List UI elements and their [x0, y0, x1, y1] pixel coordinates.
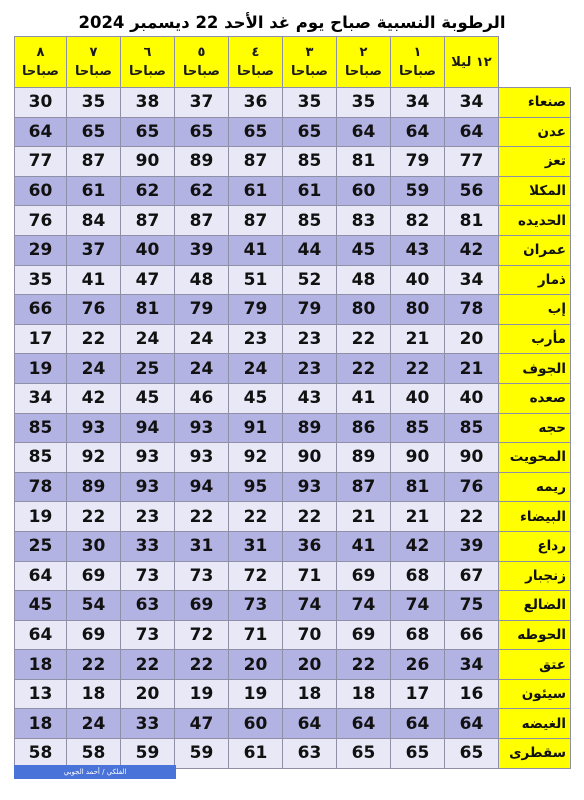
humidity-value: 90 [121, 147, 175, 177]
humidity-value: 34 [445, 88, 499, 118]
humidity-value: 36 [283, 531, 337, 561]
humidity-value: 37 [67, 235, 121, 265]
humidity-value: 17 [391, 679, 445, 709]
humidity-value: 60 [15, 176, 67, 206]
humidity-value: 94 [121, 413, 175, 443]
humidity-value: 19 [229, 679, 283, 709]
table-row [15, 206, 571, 236]
humidity-value: 33 [121, 531, 175, 561]
humidity-value: 74 [391, 591, 445, 621]
table-row [15, 472, 571, 502]
humidity-value: 68 [391, 561, 445, 591]
humidity-value: 18 [283, 679, 337, 709]
city-name: مأرب [499, 324, 571, 354]
humidity-value: 61 [67, 176, 121, 206]
humidity-value: 73 [121, 561, 175, 591]
humidity-value: 42 [67, 383, 121, 413]
humidity-value: 45 [229, 383, 283, 413]
humidity-value: 63 [283, 739, 337, 769]
column-hour: ٧ [89, 45, 98, 60]
humidity-value: 41 [67, 265, 121, 295]
humidity-value: 59 [175, 739, 229, 769]
humidity-value: 47 [121, 265, 175, 295]
humidity-value: 33 [121, 709, 175, 739]
column-header-3 [283, 37, 337, 88]
column-hour: ٨ [36, 45, 45, 60]
humidity-value: 35 [283, 88, 337, 118]
humidity-value: 31 [229, 531, 283, 561]
humidity-value: 78 [15, 472, 67, 502]
humidity-value: 22 [337, 650, 391, 680]
humidity-value: 40 [391, 383, 445, 413]
table-row [15, 620, 571, 650]
city-name: زنجبار [499, 561, 571, 591]
humidity-value: 62 [175, 176, 229, 206]
humidity-value: 21 [337, 502, 391, 532]
humidity-value: 20 [121, 679, 175, 709]
city-name: صعده [499, 383, 571, 413]
humidity-value: 58 [67, 739, 121, 769]
column-hour: ١٢ ليلا [451, 54, 492, 70]
humidity-value: 73 [175, 561, 229, 591]
humidity-value: 51 [229, 265, 283, 295]
humidity-value: 41 [229, 235, 283, 265]
city-name: الحوطه [499, 620, 571, 650]
humidity-value: 65 [175, 117, 229, 147]
table-row [15, 591, 571, 621]
column-header-4 [229, 37, 283, 88]
humidity-value: 61 [283, 176, 337, 206]
humidity-value: 79 [175, 295, 229, 325]
humidity-value: 85 [15, 413, 67, 443]
humidity-value: 85 [283, 206, 337, 236]
humidity-value: 69 [175, 591, 229, 621]
humidity-value: 19 [15, 502, 67, 532]
column-period: صباحا [344, 64, 382, 79]
table-row [15, 117, 571, 147]
humidity-value: 65 [337, 739, 391, 769]
humidity-value: 22 [391, 354, 445, 384]
table-row [15, 739, 571, 769]
column-period: صباحا [74, 64, 112, 79]
humidity-value: 18 [67, 679, 121, 709]
city-name: الغيضه [499, 709, 571, 739]
city-name: سيئون [499, 679, 571, 709]
humidity-value: 82 [391, 206, 445, 236]
humidity-value: 68 [391, 620, 445, 650]
humidity-value: 22 [67, 324, 121, 354]
humidity-value: 70 [283, 620, 337, 650]
column-hour: ٤ [251, 45, 260, 60]
humidity-value: 64 [337, 117, 391, 147]
humidity-value: 21 [445, 354, 499, 384]
humidity-value: 65 [445, 739, 499, 769]
humidity-value: 71 [283, 561, 337, 591]
humidity-value: 24 [67, 709, 121, 739]
humidity-value: 77 [445, 147, 499, 177]
city-name: عمران [499, 235, 571, 265]
city-name: الحديده [499, 206, 571, 236]
column-period: صباحا [182, 64, 220, 79]
humidity-value: 29 [15, 235, 67, 265]
humidity-value: 87 [337, 472, 391, 502]
humidity-value: 23 [283, 324, 337, 354]
humidity-value: 25 [15, 531, 67, 561]
humidity-value: 24 [175, 324, 229, 354]
column-header-0 [445, 37, 499, 88]
city-name: عتق [499, 650, 571, 680]
humidity-value: 73 [229, 591, 283, 621]
humidity-value: 76 [445, 472, 499, 502]
humidity-value: 81 [391, 472, 445, 502]
humidity-value: 42 [445, 235, 499, 265]
column-period: صباحا [290, 64, 328, 79]
humidity-value: 89 [67, 472, 121, 502]
table-row [15, 324, 571, 354]
city-name: رداع [499, 531, 571, 561]
table-row [15, 443, 571, 473]
humidity-value: 93 [121, 443, 175, 473]
humidity-value: 37 [175, 88, 229, 118]
humidity-value: 93 [283, 472, 337, 502]
humidity-value: 65 [67, 117, 121, 147]
humidity-value: 90 [445, 443, 499, 473]
humidity-value: 19 [175, 679, 229, 709]
table-row [15, 354, 571, 384]
table-header-row [15, 37, 571, 88]
humidity-value: 34 [391, 88, 445, 118]
humidity-value: 69 [67, 561, 121, 591]
column-period: صباحا [236, 64, 274, 79]
table-row [15, 295, 571, 325]
city-name: سقطرى [499, 739, 571, 769]
humidity-value: 23 [121, 502, 175, 532]
credit-label: الفلكي / أحمد الجوبي [14, 765, 176, 779]
humidity-value: 86 [337, 413, 391, 443]
humidity-value: 64 [337, 709, 391, 739]
column-hour: ٦ [143, 45, 152, 60]
humidity-value: 87 [175, 206, 229, 236]
column-header-8 [15, 37, 67, 88]
humidity-value: 20 [229, 650, 283, 680]
humidity-value: 80 [337, 295, 391, 325]
humidity-value: 56 [445, 176, 499, 206]
humidity-value: 30 [15, 88, 67, 118]
humidity-value: 35 [337, 88, 391, 118]
humidity-value: 65 [229, 117, 283, 147]
humidity-value: 64 [391, 709, 445, 739]
humidity-value: 41 [337, 531, 391, 561]
city-name: تعز [499, 147, 571, 177]
column-period: صباحا [128, 64, 166, 79]
column-hour: ١ [413, 45, 422, 60]
humidity-value: 18 [15, 709, 67, 739]
humidity-value: 74 [337, 591, 391, 621]
table-row [15, 502, 571, 532]
humidity-value: 85 [15, 443, 67, 473]
humidity-value: 59 [391, 176, 445, 206]
humidity-value: 76 [15, 206, 67, 236]
humidity-value: 72 [229, 561, 283, 591]
humidity-value: 79 [391, 147, 445, 177]
humidity-value: 59 [121, 739, 175, 769]
humidity-value: 26 [391, 650, 445, 680]
humidity-value: 64 [391, 117, 445, 147]
humidity-value: 61 [229, 739, 283, 769]
table-row [15, 650, 571, 680]
page-title: الرطوبة النسبية صباح يوم غد الأحد 22 ديسمبر 2024 [78, 13, 506, 32]
humidity-value: 34 [445, 650, 499, 680]
humidity-value: 34 [15, 383, 67, 413]
humidity-value: 46 [175, 383, 229, 413]
humidity-value: 74 [283, 591, 337, 621]
humidity-value: 93 [67, 413, 121, 443]
table-body [15, 88, 571, 769]
humidity-value: 85 [283, 147, 337, 177]
column-header-7 [67, 37, 121, 88]
humidity-value: 76 [67, 295, 121, 325]
humidity-value: 39 [175, 235, 229, 265]
table-row [15, 413, 571, 443]
humidity-value: 78 [445, 295, 499, 325]
humidity-value: 87 [229, 206, 283, 236]
humidity-value: 58 [15, 739, 67, 769]
table-row [15, 679, 571, 709]
humidity-value: 69 [337, 620, 391, 650]
humidity-value: 52 [283, 265, 337, 295]
humidity-value: 31 [175, 531, 229, 561]
table-row [15, 531, 571, 561]
humidity-value: 18 [15, 650, 67, 680]
humidity-value: 64 [15, 620, 67, 650]
column-hour: ٥ [197, 45, 206, 60]
table-row [15, 383, 571, 413]
column-hour: ٢ [359, 45, 368, 60]
city-name: المكلا [499, 176, 571, 206]
humidity-value: 71 [229, 620, 283, 650]
humidity-value: 92 [67, 443, 121, 473]
humidity-value: 22 [445, 502, 499, 532]
humidity-value: 17 [15, 324, 67, 354]
city-name: البيضاء [499, 502, 571, 532]
humidity-value: 42 [391, 531, 445, 561]
humidity-value: 81 [337, 147, 391, 177]
humidity-value: 89 [175, 147, 229, 177]
column-header-1 [391, 37, 445, 88]
humidity-value: 22 [175, 650, 229, 680]
humidity-value: 61 [229, 176, 283, 206]
humidity-value: 39 [445, 531, 499, 561]
humidity-value: 65 [283, 117, 337, 147]
humidity-value: 63 [121, 591, 175, 621]
humidity-value: 23 [283, 354, 337, 384]
humidity-value: 64 [15, 561, 67, 591]
humidity-value: 79 [283, 295, 337, 325]
humidity-value: 24 [175, 354, 229, 384]
humidity-value: 90 [391, 443, 445, 473]
humidity-value: 60 [337, 176, 391, 206]
table-row [15, 176, 571, 206]
humidity-value: 19 [15, 354, 67, 384]
humidity-value: 83 [337, 206, 391, 236]
column-header-6 [121, 37, 175, 88]
humidity-value: 65 [121, 117, 175, 147]
humidity-value: 64 [445, 117, 499, 147]
city-name: الضالع [499, 591, 571, 621]
humidity-table [14, 36, 571, 769]
humidity-value: 35 [67, 88, 121, 118]
humidity-value: 18 [337, 679, 391, 709]
humidity-value: 65 [391, 739, 445, 769]
humidity-value: 47 [175, 709, 229, 739]
humidity-value: 87 [229, 147, 283, 177]
humidity-value: 75 [445, 591, 499, 621]
humidity-value: 48 [175, 265, 229, 295]
humidity-value: 85 [445, 413, 499, 443]
humidity-value: 23 [229, 324, 283, 354]
humidity-value: 43 [283, 383, 337, 413]
humidity-value: 22 [67, 650, 121, 680]
humidity-value: 24 [67, 354, 121, 384]
humidity-value: 64 [15, 117, 67, 147]
humidity-value: 93 [175, 443, 229, 473]
humidity-value: 44 [283, 235, 337, 265]
humidity-value: 66 [445, 620, 499, 650]
humidity-value: 22 [283, 502, 337, 532]
column-period: صباحا [21, 64, 59, 79]
humidity-value: 85 [391, 413, 445, 443]
humidity-value: 21 [391, 502, 445, 532]
humidity-value: 35 [15, 265, 67, 295]
humidity-value: 94 [175, 472, 229, 502]
humidity-value: 81 [121, 295, 175, 325]
humidity-value: 24 [229, 354, 283, 384]
humidity-value: 40 [445, 383, 499, 413]
table-row [15, 709, 571, 739]
humidity-value: 45 [337, 235, 391, 265]
table-row [15, 88, 571, 118]
humidity-value: 92 [229, 443, 283, 473]
column-header-5 [175, 37, 229, 88]
humidity-value: 80 [391, 295, 445, 325]
city-name: عدن [499, 117, 571, 147]
humidity-value: 22 [67, 502, 121, 532]
column-period: صباحا [398, 64, 436, 79]
humidity-value: 45 [121, 383, 175, 413]
humidity-value: 20 [445, 324, 499, 354]
humidity-value: 22 [337, 324, 391, 354]
city-name: إب [499, 295, 571, 325]
city-name: صنعاء [499, 88, 571, 118]
humidity-value: 64 [445, 709, 499, 739]
humidity-value: 90 [283, 443, 337, 473]
city-name: ريمه [499, 472, 571, 502]
humidity-value: 79 [229, 295, 283, 325]
table-row [15, 561, 571, 591]
humidity-value: 69 [67, 620, 121, 650]
humidity-value: 93 [175, 413, 229, 443]
humidity-value: 24 [121, 324, 175, 354]
humidity-value: 62 [121, 176, 175, 206]
humidity-value: 34 [445, 265, 499, 295]
city-name: ذمار [499, 265, 571, 295]
humidity-value: 48 [337, 265, 391, 295]
humidity-value: 40 [391, 265, 445, 295]
humidity-value: 66 [15, 295, 67, 325]
humidity-value: 21 [391, 324, 445, 354]
header-corner [499, 37, 571, 88]
humidity-value: 84 [67, 206, 121, 236]
humidity-value: 38 [121, 88, 175, 118]
humidity-value: 54 [67, 591, 121, 621]
humidity-value: 93 [121, 472, 175, 502]
table-row [15, 147, 571, 177]
humidity-value: 43 [391, 235, 445, 265]
humidity-value: 30 [67, 531, 121, 561]
city-name: المحويت [499, 443, 571, 473]
humidity-value: 89 [337, 443, 391, 473]
humidity-value: 25 [121, 354, 175, 384]
humidity-value: 41 [337, 383, 391, 413]
humidity-value: 40 [121, 235, 175, 265]
humidity-value: 67 [445, 561, 499, 591]
column-header-2 [337, 37, 391, 88]
humidity-value: 73 [121, 620, 175, 650]
humidity-value: 22 [337, 354, 391, 384]
humidity-value: 20 [283, 650, 337, 680]
column-hour: ٣ [305, 45, 314, 60]
humidity-value: 22 [175, 502, 229, 532]
humidity-value: 69 [337, 561, 391, 591]
table-row [15, 235, 571, 265]
humidity-value: 36 [229, 88, 283, 118]
humidity-value: 77 [15, 147, 67, 177]
humidity-value: 13 [15, 679, 67, 709]
city-name: الجوف [499, 354, 571, 384]
humidity-value: 81 [445, 206, 499, 236]
humidity-value: 22 [121, 650, 175, 680]
humidity-value: 91 [229, 413, 283, 443]
humidity-value: 45 [15, 591, 67, 621]
table-row [15, 265, 571, 295]
humidity-value: 95 [229, 472, 283, 502]
humidity-value: 60 [229, 709, 283, 739]
humidity-value: 87 [121, 206, 175, 236]
humidity-value: 64 [283, 709, 337, 739]
humidity-value: 89 [283, 413, 337, 443]
humidity-value: 87 [67, 147, 121, 177]
humidity-value: 72 [175, 620, 229, 650]
humidity-value: 22 [229, 502, 283, 532]
humidity-value: 16 [445, 679, 499, 709]
city-name: حجه [499, 413, 571, 443]
